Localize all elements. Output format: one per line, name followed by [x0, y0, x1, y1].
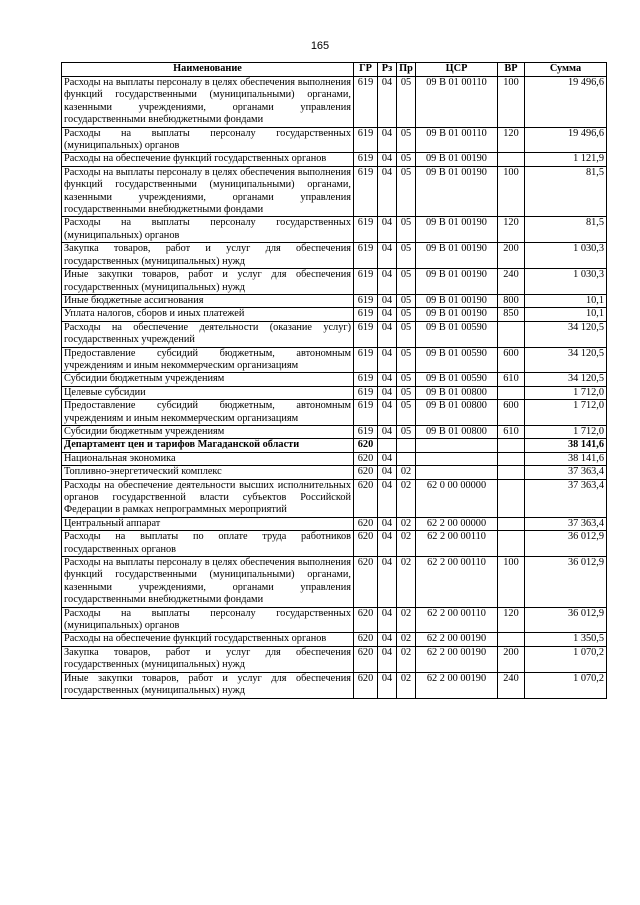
cell-rz: 04: [378, 166, 397, 217]
table-row: [62, 386, 607, 399]
cell-pr: 02: [397, 633, 416, 646]
cell-pr: 02: [397, 531, 416, 557]
cell-csr: 62 2 00 00110: [416, 557, 498, 608]
cell-csr: 09 В 01 00800: [416, 386, 498, 399]
cell-rz: 04: [378, 557, 397, 608]
cell-rz: 04: [378, 386, 397, 399]
column-header-name: Наименование: [62, 63, 354, 77]
cell-pr: [397, 452, 416, 465]
cell-rz: 04: [378, 633, 397, 646]
cell-pr: 02: [397, 646, 416, 672]
cell-csr: 09 В 01 00190: [416, 308, 498, 321]
cell-rz: 04: [378, 479, 397, 517]
cell-pr: 05: [397, 269, 416, 295]
cell-sum: 1 070,2: [525, 672, 607, 698]
cell-sum: 1 350,5: [525, 633, 607, 646]
cell-gr: 619: [354, 153, 378, 166]
cell-name: Иные закупки товаров, работ и услуг для обеспечения государственных (муниципальных) нужд: [62, 672, 354, 698]
cell-rz: 04: [378, 672, 397, 698]
cell-pr: 05: [397, 127, 416, 153]
cell-vr: 200: [498, 646, 525, 672]
cell-vr: [498, 386, 525, 399]
cell-gr: 619: [354, 347, 378, 373]
cell-vr: 610: [498, 373, 525, 386]
cell-rz: 04: [378, 347, 397, 373]
table-row: [62, 127, 607, 153]
cell-vr: [498, 452, 525, 465]
cell-sum: 37 363,4: [525, 517, 607, 530]
column-header-pr: Пр: [397, 63, 416, 77]
cell-name: Расходы на выплаты персоналу в целях обеспечения выполнения функций государственными (муниципальными) органами, казенными учреждениями, органами управления государственными внебюджетными фондами: [62, 77, 354, 128]
cell-sum: 34 120,5: [525, 373, 607, 386]
cell-csr: 09 В 01 00590: [416, 373, 498, 386]
cell-gr: 620: [354, 672, 378, 698]
cell-csr: 09 В 01 00110: [416, 77, 498, 128]
cell-name: Расходы на обеспечение деятельности высших исполнительных органов государственной власти субъектов Российской Федерации в рамках непрограммных мероприятий: [62, 479, 354, 517]
cell-name: Закупка товаров, работ и услуг для обеспечения государственных (муниципальных) нужд: [62, 646, 354, 672]
cell-name: Расходы на обеспечение функций государственных органов: [62, 633, 354, 646]
cell-gr: 620: [354, 517, 378, 530]
cell-pr: 05: [397, 425, 416, 438]
cell-gr: 619: [354, 166, 378, 217]
cell-name: Иные бюджетные ассигнования: [62, 294, 354, 307]
cell-vr: 200: [498, 243, 525, 269]
table-row: [62, 672, 607, 698]
table-row: [62, 166, 607, 217]
cell-vr: 120: [498, 127, 525, 153]
cell-sum: 1 712,0: [525, 425, 607, 438]
table-row: [62, 633, 607, 646]
table-row: [62, 217, 607, 243]
cell-rz: 04: [378, 607, 397, 633]
table-row: [62, 269, 607, 295]
cell-vr: 120: [498, 217, 525, 243]
cell-rz: 04: [378, 531, 397, 557]
cell-pr: 02: [397, 479, 416, 517]
cell-rz: 04: [378, 452, 397, 465]
cell-name: Национальная экономика: [62, 452, 354, 465]
cell-rz: 04: [378, 373, 397, 386]
cell-csr: 09 В 01 00800: [416, 425, 498, 438]
cell-csr: 09 В 01 00800: [416, 400, 498, 426]
cell-rz: 04: [378, 243, 397, 269]
table-row: [62, 400, 607, 426]
cell-vr: 600: [498, 400, 525, 426]
cell-csr: 62 2 00 00190: [416, 646, 498, 672]
cell-vr: 100: [498, 166, 525, 217]
cell-gr: 620: [354, 557, 378, 608]
table-row: [62, 321, 607, 347]
cell-vr: [498, 466, 525, 479]
table-row: [62, 294, 607, 307]
cell-name: Расходы на выплаты персоналу в целях обеспечения выполнения функций государственными (муниципальными) органами, казенными учреждениями, органами управления государственными внебюджетными фондами: [62, 166, 354, 217]
table-row: [62, 77, 607, 128]
cell-name: Расходы на выплаты персоналу в целях обеспечения выполнения функций государственными (муниципальными) органами, казенными учреждениями, органами управления государственными внебюджетными фондами: [62, 557, 354, 608]
table-row: [62, 517, 607, 530]
table-row: [62, 557, 607, 608]
cell-pr: 05: [397, 77, 416, 128]
cell-pr: 05: [397, 166, 416, 217]
cell-vr: 240: [498, 672, 525, 698]
cell-name: Уплата налогов, сборов и иных платежей: [62, 308, 354, 321]
cell-name: Расходы на выплаты по оплате труда работников государственных органов: [62, 531, 354, 557]
cell-rz: 04: [378, 321, 397, 347]
cell-sum: 37 363,4: [525, 466, 607, 479]
cell-pr: 05: [397, 321, 416, 347]
cell-csr: 09 В 01 00590: [416, 321, 498, 347]
cell-csr: 09 В 01 00190: [416, 269, 498, 295]
table-row: [62, 373, 607, 386]
cell-csr: 62 0 00 00000: [416, 479, 498, 517]
cell-pr: 05: [397, 294, 416, 307]
cell-csr: 09 В 01 00190: [416, 294, 498, 307]
cell-csr: 09 В 01 00110: [416, 127, 498, 153]
column-header-sum: Сумма: [525, 63, 607, 77]
cell-pr: 02: [397, 466, 416, 479]
cell-vr: 240: [498, 269, 525, 295]
cell-vr: 600: [498, 347, 525, 373]
cell-vr: [498, 439, 525, 452]
cell-name: Департамент цен и тарифов Магаданской области: [62, 439, 354, 452]
cell-rz: 04: [378, 466, 397, 479]
cell-gr: 620: [354, 479, 378, 517]
cell-gr: 620: [354, 607, 378, 633]
table-header-row: [62, 63, 607, 77]
cell-vr: 100: [498, 77, 525, 128]
cell-sum: 36 012,9: [525, 557, 607, 608]
cell-sum: 1 121,9: [525, 153, 607, 166]
cell-vr: 610: [498, 425, 525, 438]
cell-vr: [498, 633, 525, 646]
cell-sum: 34 120,5: [525, 347, 607, 373]
cell-csr: 62 2 00 00190: [416, 672, 498, 698]
column-header-vr: ВР: [498, 63, 525, 77]
cell-sum: 1 030,3: [525, 269, 607, 295]
cell-rz: 04: [378, 217, 397, 243]
cell-gr: 620: [354, 466, 378, 479]
cell-vr: [498, 531, 525, 557]
cell-rz: [378, 439, 397, 452]
cell-sum: 1 070,2: [525, 646, 607, 672]
cell-name: Центральный аппарат: [62, 517, 354, 530]
cell-sum: 36 012,9: [525, 607, 607, 633]
cell-csr: 09 В 01 00190: [416, 166, 498, 217]
cell-pr: 05: [397, 243, 416, 269]
cell-name: Расходы на обеспечение функций государственных органов: [62, 153, 354, 166]
cell-pr: 02: [397, 557, 416, 608]
cell-gr: 619: [354, 400, 378, 426]
cell-sum: 36 012,9: [525, 531, 607, 557]
cell-gr: 619: [354, 425, 378, 438]
cell-pr: 05: [397, 400, 416, 426]
table-row: [62, 308, 607, 321]
cell-name: Предоставление субсидий бюджетным, автономным учреждениям и иным некоммерческим организациям: [62, 400, 354, 426]
cell-csr: 09 В 01 00190: [416, 243, 498, 269]
cell-pr: 05: [397, 386, 416, 399]
cell-name: Предоставление субсидий бюджетным, автономным учреждениям и иным некоммерческим организациям: [62, 347, 354, 373]
cell-sum: 10,1: [525, 308, 607, 321]
cell-gr: 619: [354, 127, 378, 153]
cell-name: Закупка товаров, работ и услуг для обеспечения государственных (муниципальных) нужд: [62, 243, 354, 269]
cell-name: Расходы на обеспечение деятельности (оказание услуг) государственных учреждений: [62, 321, 354, 347]
cell-vr: 120: [498, 607, 525, 633]
cell-pr: 02: [397, 607, 416, 633]
cell-vr: [498, 517, 525, 530]
cell-pr: [397, 439, 416, 452]
cell-vr: [498, 153, 525, 166]
column-header-csr: ЦСР: [416, 63, 498, 77]
table-row: [62, 646, 607, 672]
cell-vr: 100: [498, 557, 525, 608]
cell-csr: 62 2 00 00110: [416, 531, 498, 557]
cell-rz: 04: [378, 127, 397, 153]
cell-name: Субсидии бюджетным учреждениям: [62, 425, 354, 438]
cell-name: Расходы на выплаты персоналу государственных (муниципальных) органов: [62, 607, 354, 633]
cell-name: Субсидии бюджетным учреждениям: [62, 373, 354, 386]
cell-gr: 620: [354, 531, 378, 557]
cell-csr: 09 В 01 00190: [416, 217, 498, 243]
cell-sum: 1 712,0: [525, 386, 607, 399]
cell-sum: 19 496,6: [525, 77, 607, 128]
cell-csr: [416, 452, 498, 465]
cell-pr: 05: [397, 373, 416, 386]
cell-csr: 09 В 01 00190: [416, 153, 498, 166]
cell-pr: 05: [397, 153, 416, 166]
cell-pr: 02: [397, 672, 416, 698]
cell-rz: 04: [378, 294, 397, 307]
cell-gr: 619: [354, 77, 378, 128]
table-row: [62, 452, 607, 465]
cell-sum: 34 120,5: [525, 321, 607, 347]
cell-sum: 1 030,3: [525, 243, 607, 269]
cell-pr: 05: [397, 217, 416, 243]
cell-csr: 09 В 01 00590: [416, 347, 498, 373]
page-number: 165: [310, 40, 330, 52]
cell-rz: 04: [378, 269, 397, 295]
cell-name: Целевые субсидии: [62, 386, 354, 399]
cell-sum: 81,5: [525, 217, 607, 243]
cell-sum: 38 141,6: [525, 452, 607, 465]
table-row: [62, 531, 607, 557]
budget-table: [61, 62, 607, 699]
table-row: [62, 243, 607, 269]
column-header-rz: Рз: [378, 63, 397, 77]
cell-gr: 619: [354, 308, 378, 321]
cell-sum: 10,1: [525, 294, 607, 307]
cell-pr: 02: [397, 517, 416, 530]
cell-rz: 04: [378, 517, 397, 530]
table-row: [62, 425, 607, 438]
cell-rz: 04: [378, 77, 397, 128]
cell-name: Расходы на выплаты персоналу государственных (муниципальных) органов: [62, 127, 354, 153]
cell-gr: 619: [354, 386, 378, 399]
cell-rz: 04: [378, 308, 397, 321]
column-header-gr: ГР: [354, 63, 378, 77]
cell-vr: 800: [498, 294, 525, 307]
cell-gr: 620: [354, 452, 378, 465]
cell-gr: 619: [354, 217, 378, 243]
cell-gr: 619: [354, 294, 378, 307]
table-row: [62, 607, 607, 633]
cell-gr: 619: [354, 243, 378, 269]
cell-csr: 62 2 00 00190: [416, 633, 498, 646]
cell-csr: [416, 466, 498, 479]
table-row: [62, 153, 607, 166]
cell-vr: 850: [498, 308, 525, 321]
table-row: [62, 347, 607, 373]
cell-gr: 619: [354, 373, 378, 386]
cell-gr: 619: [354, 269, 378, 295]
cell-name: Топливно-энергетический комплекс: [62, 466, 354, 479]
cell-pr: 05: [397, 308, 416, 321]
table-row: [62, 466, 607, 479]
table-row: [62, 439, 607, 452]
cell-sum: 81,5: [525, 166, 607, 217]
cell-gr: 620: [354, 646, 378, 672]
cell-name: Иные закупки товаров, работ и услуг для обеспечения государственных (муниципальных) нужд: [62, 269, 354, 295]
cell-csr: 62 2 00 00000: [416, 517, 498, 530]
table-row: [62, 479, 607, 517]
cell-sum: 38 141,6: [525, 439, 607, 452]
cell-sum: 37 363,4: [525, 479, 607, 517]
cell-vr: [498, 479, 525, 517]
cell-gr: 620: [354, 633, 378, 646]
cell-name: Расходы на выплаты персоналу государственных (муниципальных) органов: [62, 217, 354, 243]
cell-rz: 04: [378, 425, 397, 438]
cell-pr: 05: [397, 347, 416, 373]
cell-vr: [498, 321, 525, 347]
cell-rz: 04: [378, 646, 397, 672]
cell-rz: 04: [378, 400, 397, 426]
cell-csr: [416, 439, 498, 452]
cell-gr: 619: [354, 321, 378, 347]
cell-rz: 04: [378, 153, 397, 166]
table-body: [62, 77, 607, 699]
cell-csr: 62 2 00 00110: [416, 607, 498, 633]
cell-sum: 1 712,0: [525, 400, 607, 426]
cell-gr: 620: [354, 439, 378, 452]
cell-sum: 19 496,6: [525, 127, 607, 153]
